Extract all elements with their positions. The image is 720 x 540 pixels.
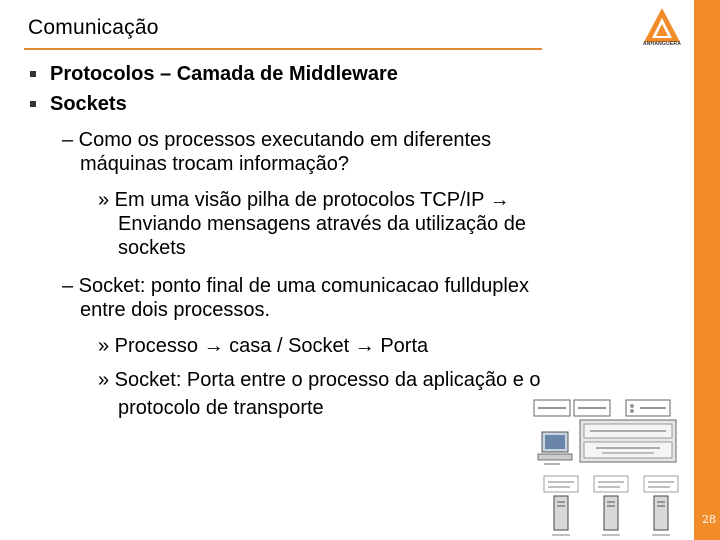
sub-bullet-socket-l2: entre dois processos. — [80, 299, 271, 321]
sub-sub-bullet-processo-casa: » Processo → casa / Socket → Porta — [98, 335, 429, 357]
middleware-diagram — [530, 398, 680, 540]
sub-bullet-socket-l1: – Socket: ponto final de uma comunicacao fullduplex — [62, 275, 529, 297]
sub-sub-bullet-tcpip-l1: » Em uma visão pilha de protocolos TCP/IP → — [98, 189, 510, 211]
sub-sub-bullet-porta-l1: » Socket: Porta entre o processo da aplicação e o — [98, 369, 541, 391]
slide-title: Comunicação — [28, 16, 159, 39]
logo-text: ANHANGUERA — [642, 41, 682, 47]
sub-sub-bullet-porta-l2: protocolo de transporte — [118, 397, 324, 419]
title-divider — [24, 48, 542, 50]
square-bullet-icon — [30, 101, 36, 107]
bullet-protocolos: Protocolos – Camada de Middleware — [50, 63, 398, 85]
sub-bullet-processos-l2: máquinas trocam informação? — [80, 153, 350, 175]
side-accent-bar — [694, 0, 720, 540]
sub-bullet-processos-l1: – Como os processos executando em diferentes — [62, 129, 492, 151]
page-number: 28 — [702, 513, 716, 526]
sub-sub-bullet-tcpip-l2: Enviando mensagens através da utilização de — [118, 213, 527, 235]
sub-sub-bullet-tcpip-l3: sockets — [118, 237, 186, 259]
square-bullet-icon — [30, 71, 36, 77]
bullet-sockets: Sockets — [50, 93, 127, 115]
